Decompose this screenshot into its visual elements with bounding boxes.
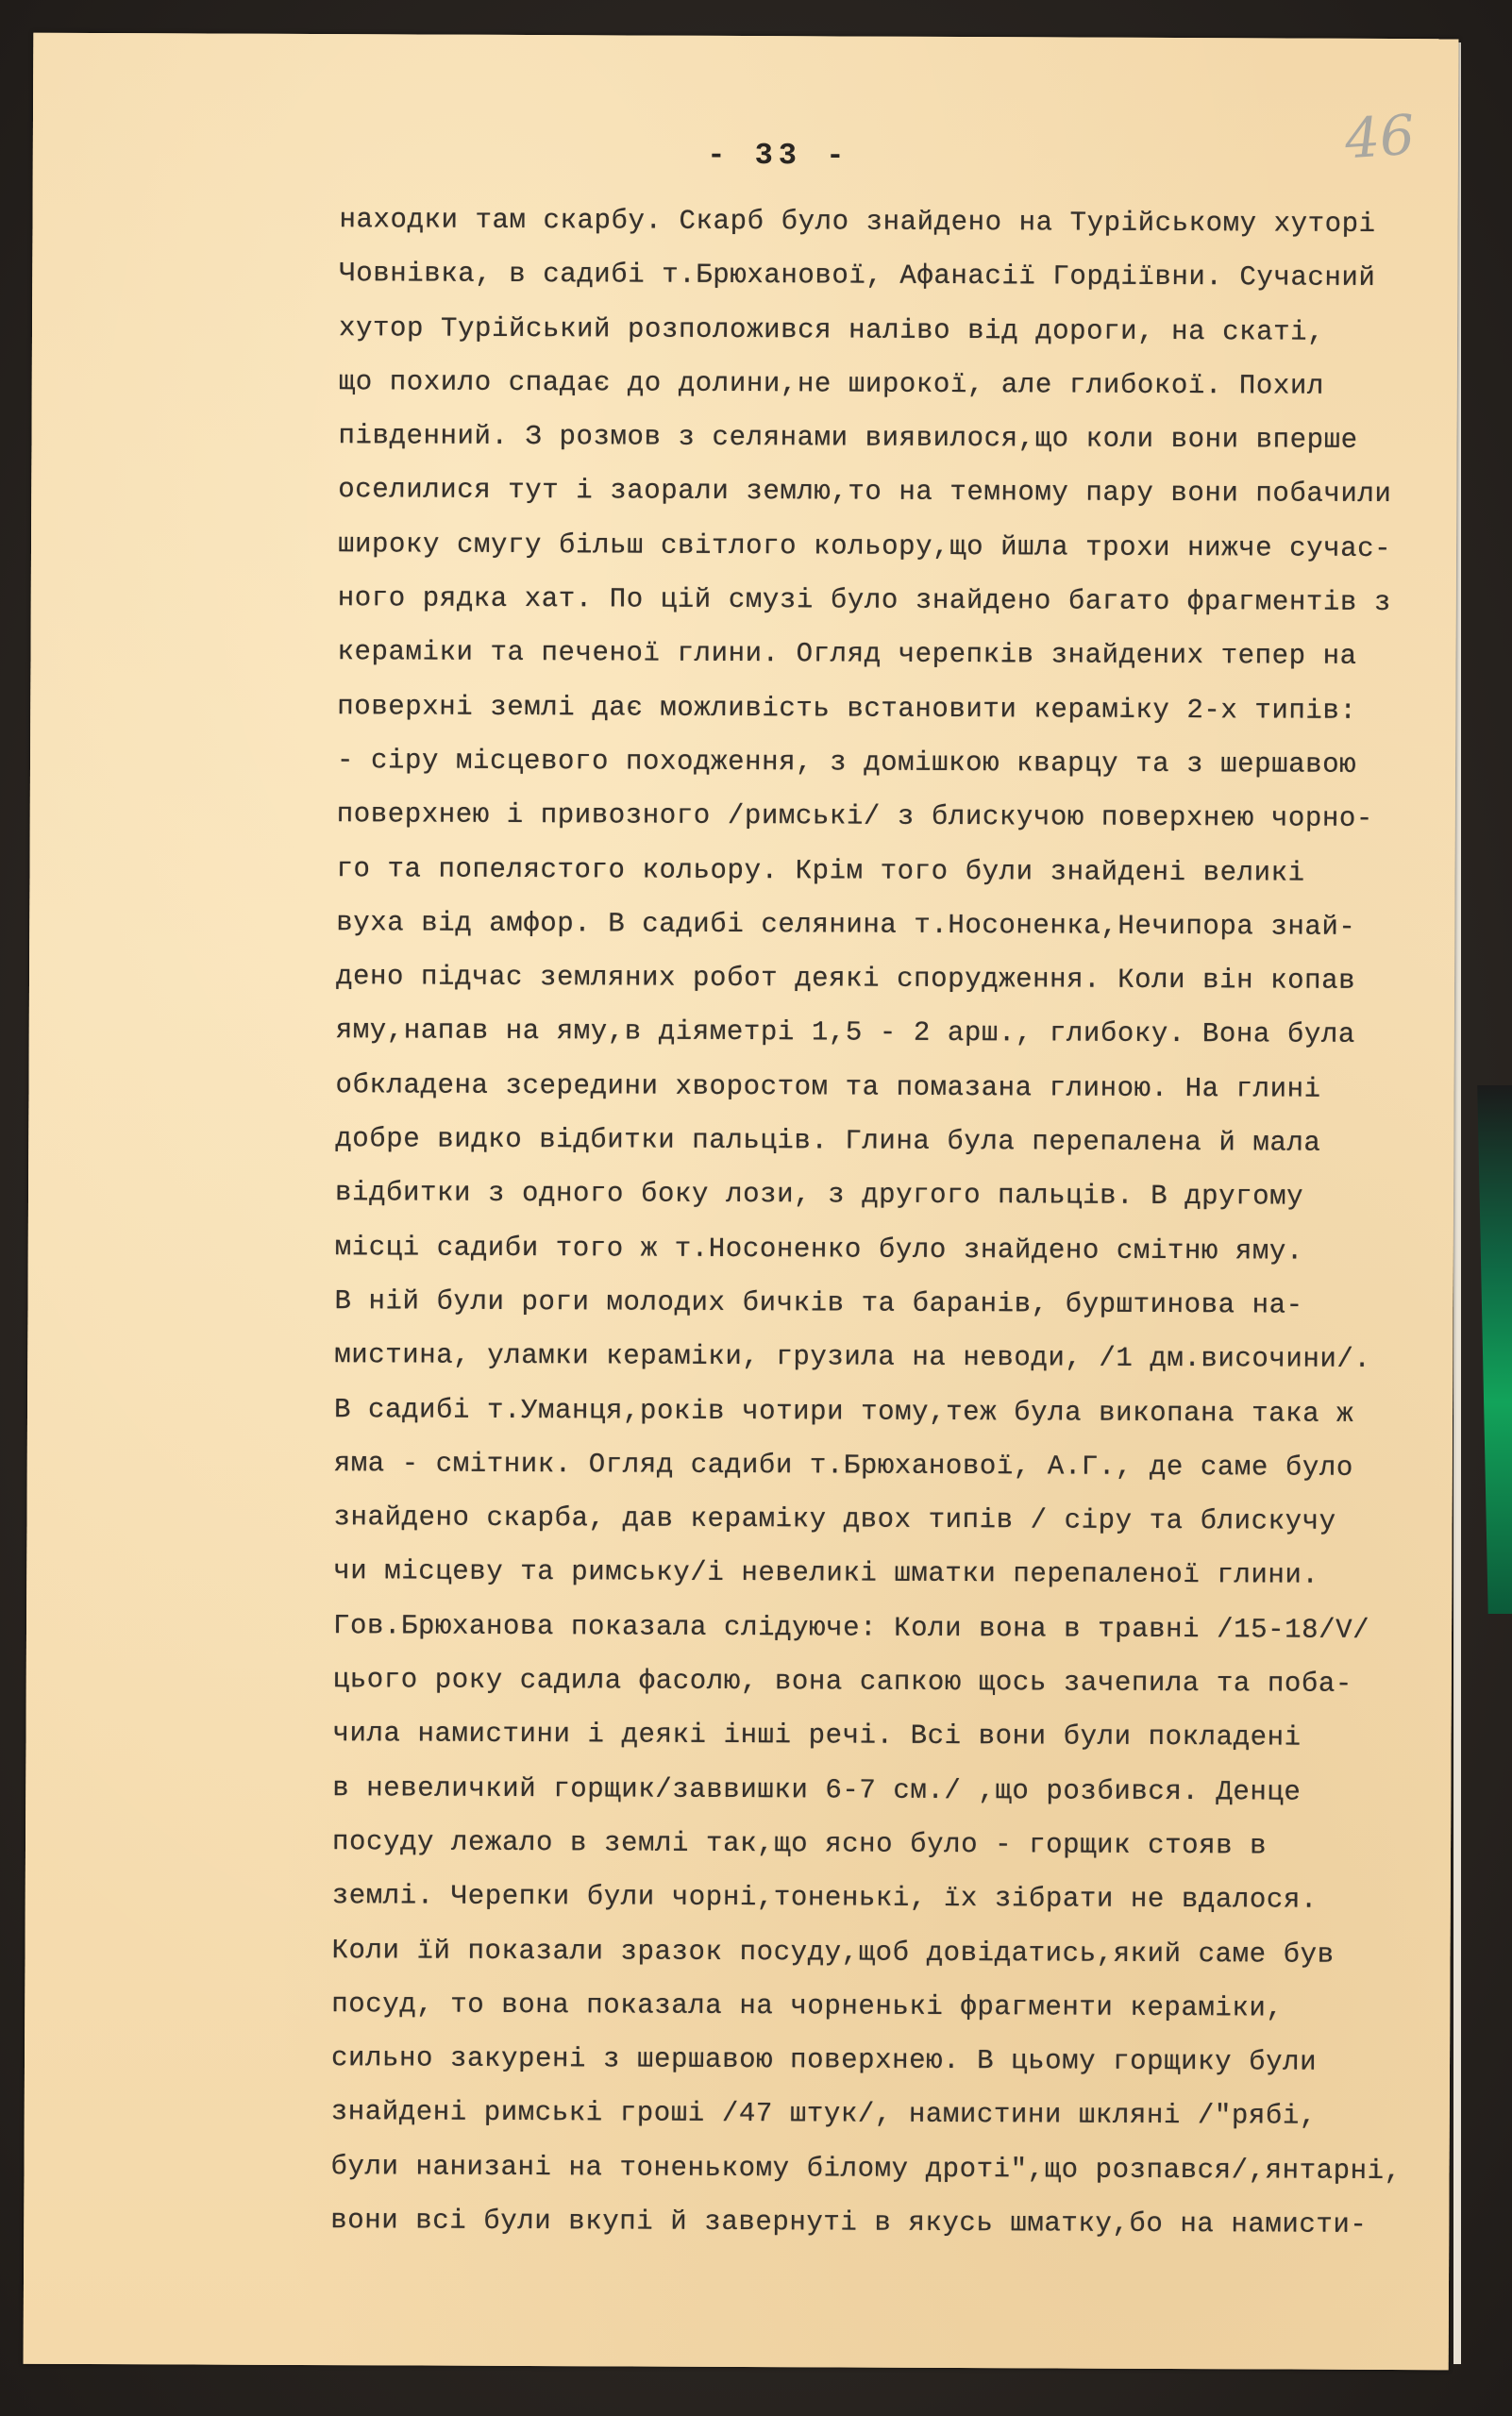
text-line: оселилися тут і заорали землю,то на темному пару вони побачили <box>338 474 1392 511</box>
text-line: були нанизані на тоненькому білому дроті",що розпався/,янтарні, <box>330 2150 1402 2187</box>
text-line: обкладена зсередини хворостом та помазана глиною. На глині <box>335 1068 1321 1105</box>
text-line: землі. Черепки були чорні,тоненькі, їх зібрати не вдалося. <box>331 1880 1319 1916</box>
text-line: В садибі т.Уманця,років чотири тому,теж була викопана така ж <box>333 1393 1354 1430</box>
text-line: мистина, уламки кераміки, грузила на неводи, /1 дм.височини/. <box>334 1339 1371 1376</box>
page-number: - 33 - <box>707 137 850 174</box>
text-line: В ній були роги молодих бичків та баранів, бурштинова на- <box>334 1285 1303 1321</box>
archive-sheet-number: 46 <box>1342 102 1417 172</box>
text-line: чила намистини і деякі інші речі. Всі вони були покладені <box>332 1718 1302 1753</box>
text-line: посуд, то вона показала на чорненькі фрагменти кераміки, <box>331 1988 1284 2024</box>
text-line: знайдені римські гроші /47 штук/, намистини шкляні /"рябі, <box>330 2096 1318 2133</box>
text-line: вуха від амфор. В садибі селянина т.Носоненка,Нечипора знай- <box>336 906 1356 943</box>
text-line: сильно закурені з шершавою поверхнею. В цьому горщику були <box>330 2042 1318 2078</box>
text-line: південний. З розмов з селянами виявилося,що коли вони вперше <box>338 420 1358 457</box>
text-line: в невеличкий горщик/заввишки 6-7 см./ ,що розбився. Денце <box>332 1771 1302 1808</box>
text-line: дено підчас земляних робот деякі спорудження. Коли він копав <box>335 961 1356 997</box>
text-line: поверхнею і привозного /римські/ з блискучою поверхнею чорно- <box>336 798 1374 835</box>
text-line: вони всі були вкупі й завернуті в якусь шматку,бо на намисти- <box>330 2205 1368 2240</box>
text-line: Гов.Брюханова показала слідуюче: Коли вона в травні /15-18/V/ <box>332 1609 1370 1646</box>
text-line: відбитки з одного боку лози, з другого пальців. В другому <box>334 1177 1304 1213</box>
text-line: ного рядка хат. По цій смузі було знайдено багато фрагментів з <box>337 582 1392 619</box>
text-line: добре видко відбитки пальців. Глина була перепалена й мала <box>335 1123 1321 1159</box>
text-line: що похило спадає до долини,не широкої, але глибокої. Похил <box>338 366 1325 402</box>
text-line: кераміки та печеної глини. Огляд черепків знайдених тепер на <box>337 636 1357 673</box>
text-line: Коли їй показали зразок посуду,щоб довідатись,який саме був <box>331 1934 1335 1971</box>
text-line: посуду лежало в землі так,що ясно було - горщик стояв в <box>331 1826 1268 1862</box>
text-line: хутор Турійський розположився наліво від дороги, на скаті, <box>338 311 1325 348</box>
text-line: яма - смітник. Огляд садиби т.Брюханової, А.Г., де саме було <box>333 1447 1354 1484</box>
typewritten-text <box>330 193 1512 2253</box>
text-line: поверхні землі дає можливість встановити кераміку 2-х типів: <box>337 690 1357 727</box>
text-line: місці садиби того ж т.Носоненко було знайдено смітню яму. <box>334 1231 1304 1267</box>
text-line: яму,напав на яму,в діяметрі 1,5 - 2 арш., глибоку. Вона була <box>335 1015 1356 1051</box>
text-line: знайдено скарба, дав кераміку двох типів / сіру та блискучу <box>333 1502 1336 1537</box>
text-line: цього року садила фасолю, вона сапкою щось зачепила та поба- <box>332 1664 1353 1700</box>
document-page <box>24 33 1459 2371</box>
text-line: широку смугу більш світлого кольору,що йшла трохи нижче сучас- <box>337 528 1392 564</box>
text-line: Човнівка, в садибі т.Брюханової, Афанасії Гордіївни. Сучасний <box>339 258 1376 294</box>
text-line: чи місцеву та римську/і невеликі шматки перепаленої глини. <box>333 1555 1319 1592</box>
text-line: - сіру місцевого походження, з домішкою кварцу та з шершавою <box>336 745 1357 780</box>
text-line: го та попелястого кольору. Крім того були знайдені великі <box>336 852 1305 889</box>
text-line: находки там скарбу. Скарб було знайдено на Турійському хуторі <box>339 204 1376 240</box>
